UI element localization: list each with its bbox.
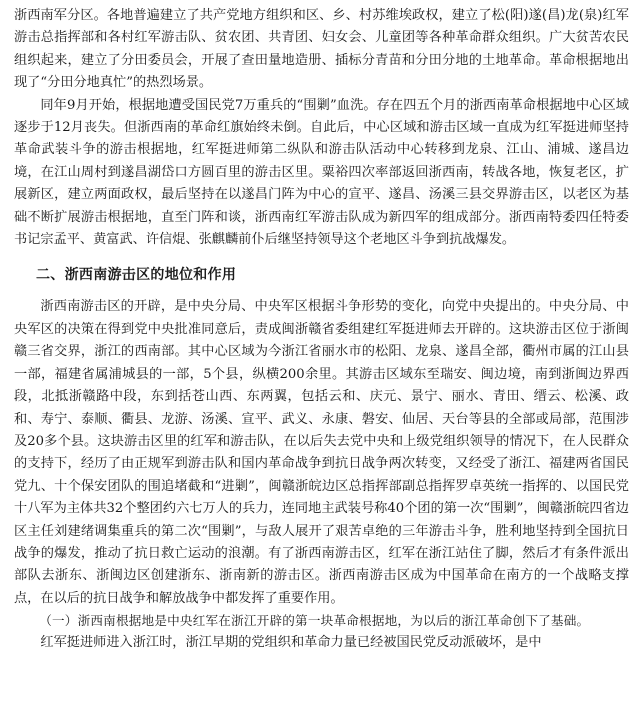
paragraph-land-revolution: 浙西南军分区。各地普遍建立了共产党地方组织和区、乡、村苏维埃政权，建立了松(阳)遂(昌)龙(泉)红军游击总指挥部和各村红军游击队、贫农团、共青团、妇女会、儿童团等各种革命群众组织。广大贫苦农民组织起来，建立了分田委员会，开展了查田量地造册、插标分青苗和分田分地的土地革命。革命根据地出现了“分田分地真忙”的热烈场景。 [14, 8, 629, 91]
subsection-heading: （一）浙西南根据地是中央红军在浙江开辟的第一块革命根据地，为以后的浙江革命创下了基础。 [39, 613, 590, 629]
paragraph-guerrilla-area: 浙西南游击区的开辟，是中央分局、中央军区根据斗争形势的变化，向党中央提出的。中央分局、中央军区的决策在得到党中央批准同意后，责成闽浙赣省委组建红军挺进师去开辟的。这块游击区位于浙闽赣三省交界，浙江的西南部。其中心区域为今浙江省丽水市的松阳、龙泉、遂昌全部，衢州市属的江山县一部，福建省属浦城县的一部，5个县，纵横200余里。其游击区域东至瑞安、闽边境，南到浙闽边界西段，北抵浙赣路中段，东到括苍山西、东两翼，包括云和、庆元、景宁、丽水、青田、缙云、松溪、政和、寿宁、泰顺、衢县、龙游、汤溪、宣平、武义、永康、磐安、仙居、天台等县的全部或局部，范围涉及20多个县。这块游击区里的红军和游击队，在以后失去党中央和上级党组织领导的情况下，在人民群众的支持下，经历了由正规军到游击队和国内革命战争到抗日战争两次转变，又经受了浙江、福建两省国民党九、十个保安团队的围追堵截和“进剿”，闽赣浙皖边区总指挥部副总指挥罗卓英统一指挥的、以国民党十八军为主体共32个整团约六七万人的兵力，连同地主武装号称40个团的第一次“围剿”，闽赣浙皖四省边区主任刘建绪调集重兵的第二次“围剿”，与敌人展开了艰苦卓绝的三年游击斗争，胜利地坚持到全国抗日战争的爆发，推动了抗日救亡运动的浪潮。有了浙西南游击区，红军在浙江站住了脚，然后才有条件派出部队去浙东、浙闽边区创建浙东、浙南新的游击区。浙西南游击区成为中国革命在南方的一个战略支撑点，在以后的抗日战争和解放战争中都发挥了重要作用。 [14, 299, 629, 606]
paragraph-encirclement: 同年9月开始，根据地遭受国民党7万重兵的“围剿”血洗。存在四五个月的浙西南革命根据地中心区域逐步于12月丧失。但浙西南的革命红旗始终未倒。自此后，中心区域和游击区域一直成为红军挺进师坚持革命武装斗争的游击根据地，红军挺进师第二纵队和游击队活动中心转移到龙泉、江山、浦城、遂昌边境，在江山周村到遂昌湖岱口方圆百里的游击区里。粟裕四次率部返回浙西南，转战各地，恢复老区，扩展新区，建立两面政权，最后坚持在以遂昌门阵为中心的宣平、遂昌、汤溪三县交界游击区，以老区为基础不断扩展游击根据地，直至门阵和谈，浙西南红军游击队成为新四军的组成部分。浙西南特委四任特委书记宗孟平、黄富武、许信焜、张麒麟前仆后继坚持领导这个老地区斗争到抗战爆发。 [14, 97, 629, 248]
section-heading: 二、浙西南游击区的地位和作用 [36, 267, 237, 284]
paragraph-continuation: 红军挺进师进入浙江时，浙江早期的党组织和革命力量已经被国民党反动派破坏，是中 [40, 635, 542, 651]
